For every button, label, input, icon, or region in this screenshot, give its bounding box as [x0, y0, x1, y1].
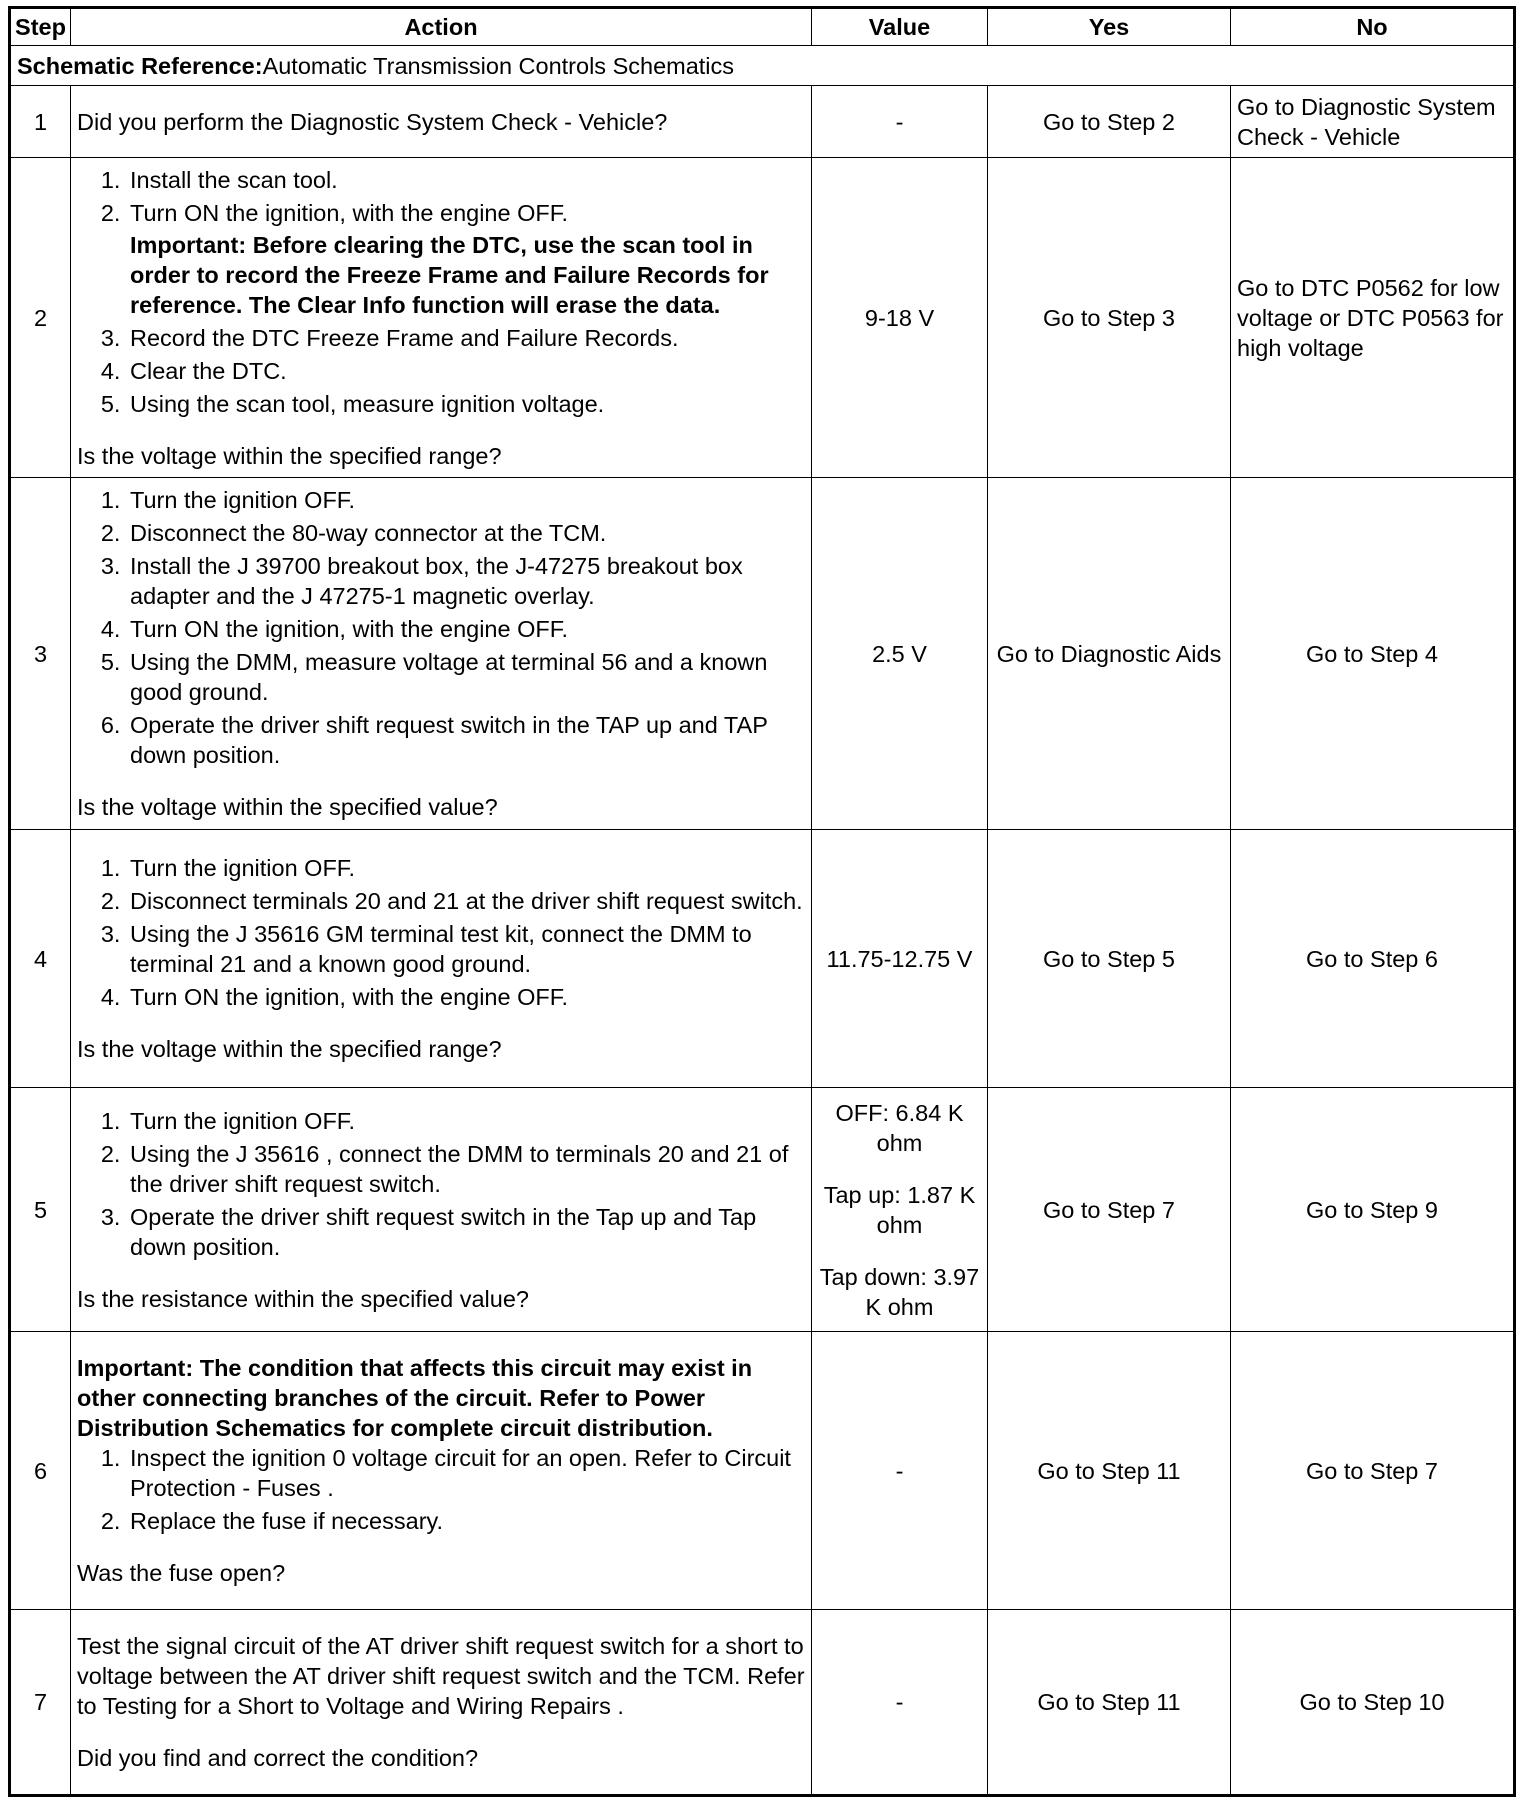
no-outcome: Go to Diagnostic System Check - Vehicle [1231, 86, 1515, 158]
value-cell: - [812, 86, 988, 158]
value-cell: - [812, 1610, 988, 1796]
action-cell [71, 830, 812, 1088]
action-cell [71, 478, 812, 830]
table-row [10, 478, 1515, 830]
step-number: 6 [10, 1332, 71, 1610]
action-step-text: Turn ON the ignition, with the engine OFF. [130, 199, 569, 226]
action-step: 1. Turn the ignition OFF. [127, 853, 805, 883]
action-step: 1. Inspect the ignition 0 voltage circuit for an open. Refer to Circuit Protection - Fuses . [127, 1443, 805, 1503]
step-number: 3 [10, 478, 71, 830]
action-step: 3. Using the J 35616 GM terminal test kit, connect the DMM to terminal 21 and a known good ground. [127, 919, 805, 979]
action-steps [77, 1106, 805, 1262]
action-steps [77, 853, 805, 1012]
schematic-reference-label: Schematic Reference: [17, 52, 263, 79]
value-tap-up: Tap up: 1.87 K ohm [823, 1181, 976, 1238]
step-number: 2 [10, 158, 71, 478]
action-step: 4. Clear the DTC. [127, 356, 805, 386]
action-question: Is the voltage within the specified range? [77, 442, 502, 469]
action-steps [77, 485, 805, 770]
no-outcome: Go to Step 4 [1231, 478, 1515, 830]
step-number: 1 [10, 86, 71, 158]
step-number: 7 [10, 1610, 71, 1796]
value-tap-down: Tap down: 3.97 K ohm [819, 1263, 980, 1320]
yes-outcome: Go to Step 11 [988, 1332, 1231, 1610]
value-cell: 11.75-12.75 V [812, 830, 988, 1088]
action-step: 4. Turn ON the ignition, with the engine OFF. [127, 982, 805, 1012]
no-outcome: Go to Step 10 [1231, 1610, 1515, 1796]
yes-outcome: Go to Step 7 [988, 1088, 1231, 1332]
no-outcome: Go to Step 6 [1231, 830, 1515, 1088]
header-step: Step [10, 8, 71, 46]
step-number: 5 [10, 1088, 71, 1332]
value-off: OFF: 6.84 K ohm [835, 1099, 964, 1156]
value-cell: 2.5 V [812, 478, 988, 830]
action-steps [77, 165, 805, 419]
yes-outcome: Go to Diagnostic Aids [988, 478, 1231, 830]
important-note: Important: The condition that affects this circuit may exist in other connecting branches of the circuit. Refer to Power Distribution Schematics for complete circuit distribution. [77, 1355, 753, 1441]
action-step: 4. Turn ON the ignition, with the engine OFF. [127, 614, 805, 644]
yes-outcome: Go to Step 11 [988, 1610, 1231, 1796]
header-no: No [1231, 8, 1515, 46]
yes-outcome: Go to Step 2 [988, 86, 1231, 158]
schematic-reference [10, 46, 1515, 86]
important-note: Important: Before clearing the DTC, use the scan tool in order to record the Freeze Frame and Failure Records for reference. The Clear Info function will erase the data. [130, 231, 769, 318]
no-outcome: Go to Step 9 [1231, 1088, 1515, 1332]
action-question: Is the resistance within the specified value? [77, 1285, 529, 1312]
action-text: Test the signal circuit of the AT driver shift request switch for a short to voltage between the AT driver shift request switch and the TCM. Refer to Testing for a Short to Voltage and Wiring Repairs . [77, 1633, 805, 1719]
schematic-reference-text: Automatic Transmission Controls Schematics [262, 52, 735, 79]
table-row [10, 1332, 1515, 1610]
table-row [10, 1088, 1515, 1332]
header-yes: Yes [988, 8, 1231, 46]
action-step: 3. Operate the driver shift request switch in the Tap up and Tap down position. [127, 1202, 805, 1262]
yes-outcome: Go to Step 3 [988, 158, 1231, 478]
action-question: Is the voltage within the specified value? [77, 794, 498, 820]
header-value: Value [812, 8, 988, 46]
action-steps [77, 1443, 805, 1536]
action-step: 5. Using the DMM, measure voltage at terminal 56 and a known good ground. [127, 647, 805, 707]
diagnostic-page [8, 6, 1513, 1797]
action-cell [71, 1610, 812, 1796]
action-step: 2. Replace the fuse if necessary. [127, 1506, 805, 1536]
action-step: 5. Using the scan tool, measure ignition voltage. [127, 389, 805, 419]
action-step: 6. Operate the driver shift request switch in the TAP up and TAP down position. [127, 710, 805, 770]
action-step: 2. Using the J 35616 , connect the DMM to terminals 20 and 21 of the driver shift request switch. [127, 1139, 805, 1199]
action-step: 1. Turn the ignition OFF. [127, 1106, 805, 1136]
action-cell [71, 1088, 812, 1332]
action-question: Did you find and correct the condition? [77, 1745, 479, 1771]
no-outcome: Go to DTC P0562 for low voltage or DTC P0563 for high voltage [1231, 158, 1515, 478]
action-cell [71, 158, 812, 478]
action-step: 2. Disconnect the 80-way connector at the TCM. [127, 518, 805, 548]
action-question: Was the fuse open? [77, 1560, 286, 1586]
value-cell [812, 1088, 988, 1332]
action-step [127, 198, 805, 320]
action-step: 3. Record the DTC Freeze Frame and Failure Records. [127, 323, 805, 353]
table-row [10, 158, 1515, 478]
action-step: 3. Install the J 39700 breakout box, the J-47275 breakout box adapter and the J 47275-1 magnetic overlay. [127, 551, 805, 611]
action-question: Did you perform the Diagnostic System Check - Vehicle? [71, 86, 812, 158]
table-row [10, 86, 1515, 158]
action-step: 2. Disconnect terminals 20 and 21 at the driver shift request switch. [127, 886, 805, 916]
diagnostic-table [8, 6, 1516, 1797]
header-action: Action [71, 8, 812, 46]
yes-outcome: Go to Step 5 [988, 830, 1231, 1088]
action-cell [71, 1332, 812, 1610]
value-cell: - [812, 1332, 988, 1610]
action-step: 1. Install the scan tool. [127, 165, 805, 195]
no-outcome: Go to Step 7 [1231, 1332, 1515, 1610]
table-row [10, 1610, 1515, 1796]
value-cell: 9-18 V [812, 158, 988, 478]
step-number: 4 [10, 830, 71, 1088]
action-step: 1. Turn the ignition OFF. [127, 485, 805, 515]
table-row [10, 830, 1515, 1088]
schematic-reference-row [10, 46, 1515, 86]
action-question: Is the voltage within the specified range? [77, 1036, 502, 1062]
header-row [10, 8, 1515, 46]
